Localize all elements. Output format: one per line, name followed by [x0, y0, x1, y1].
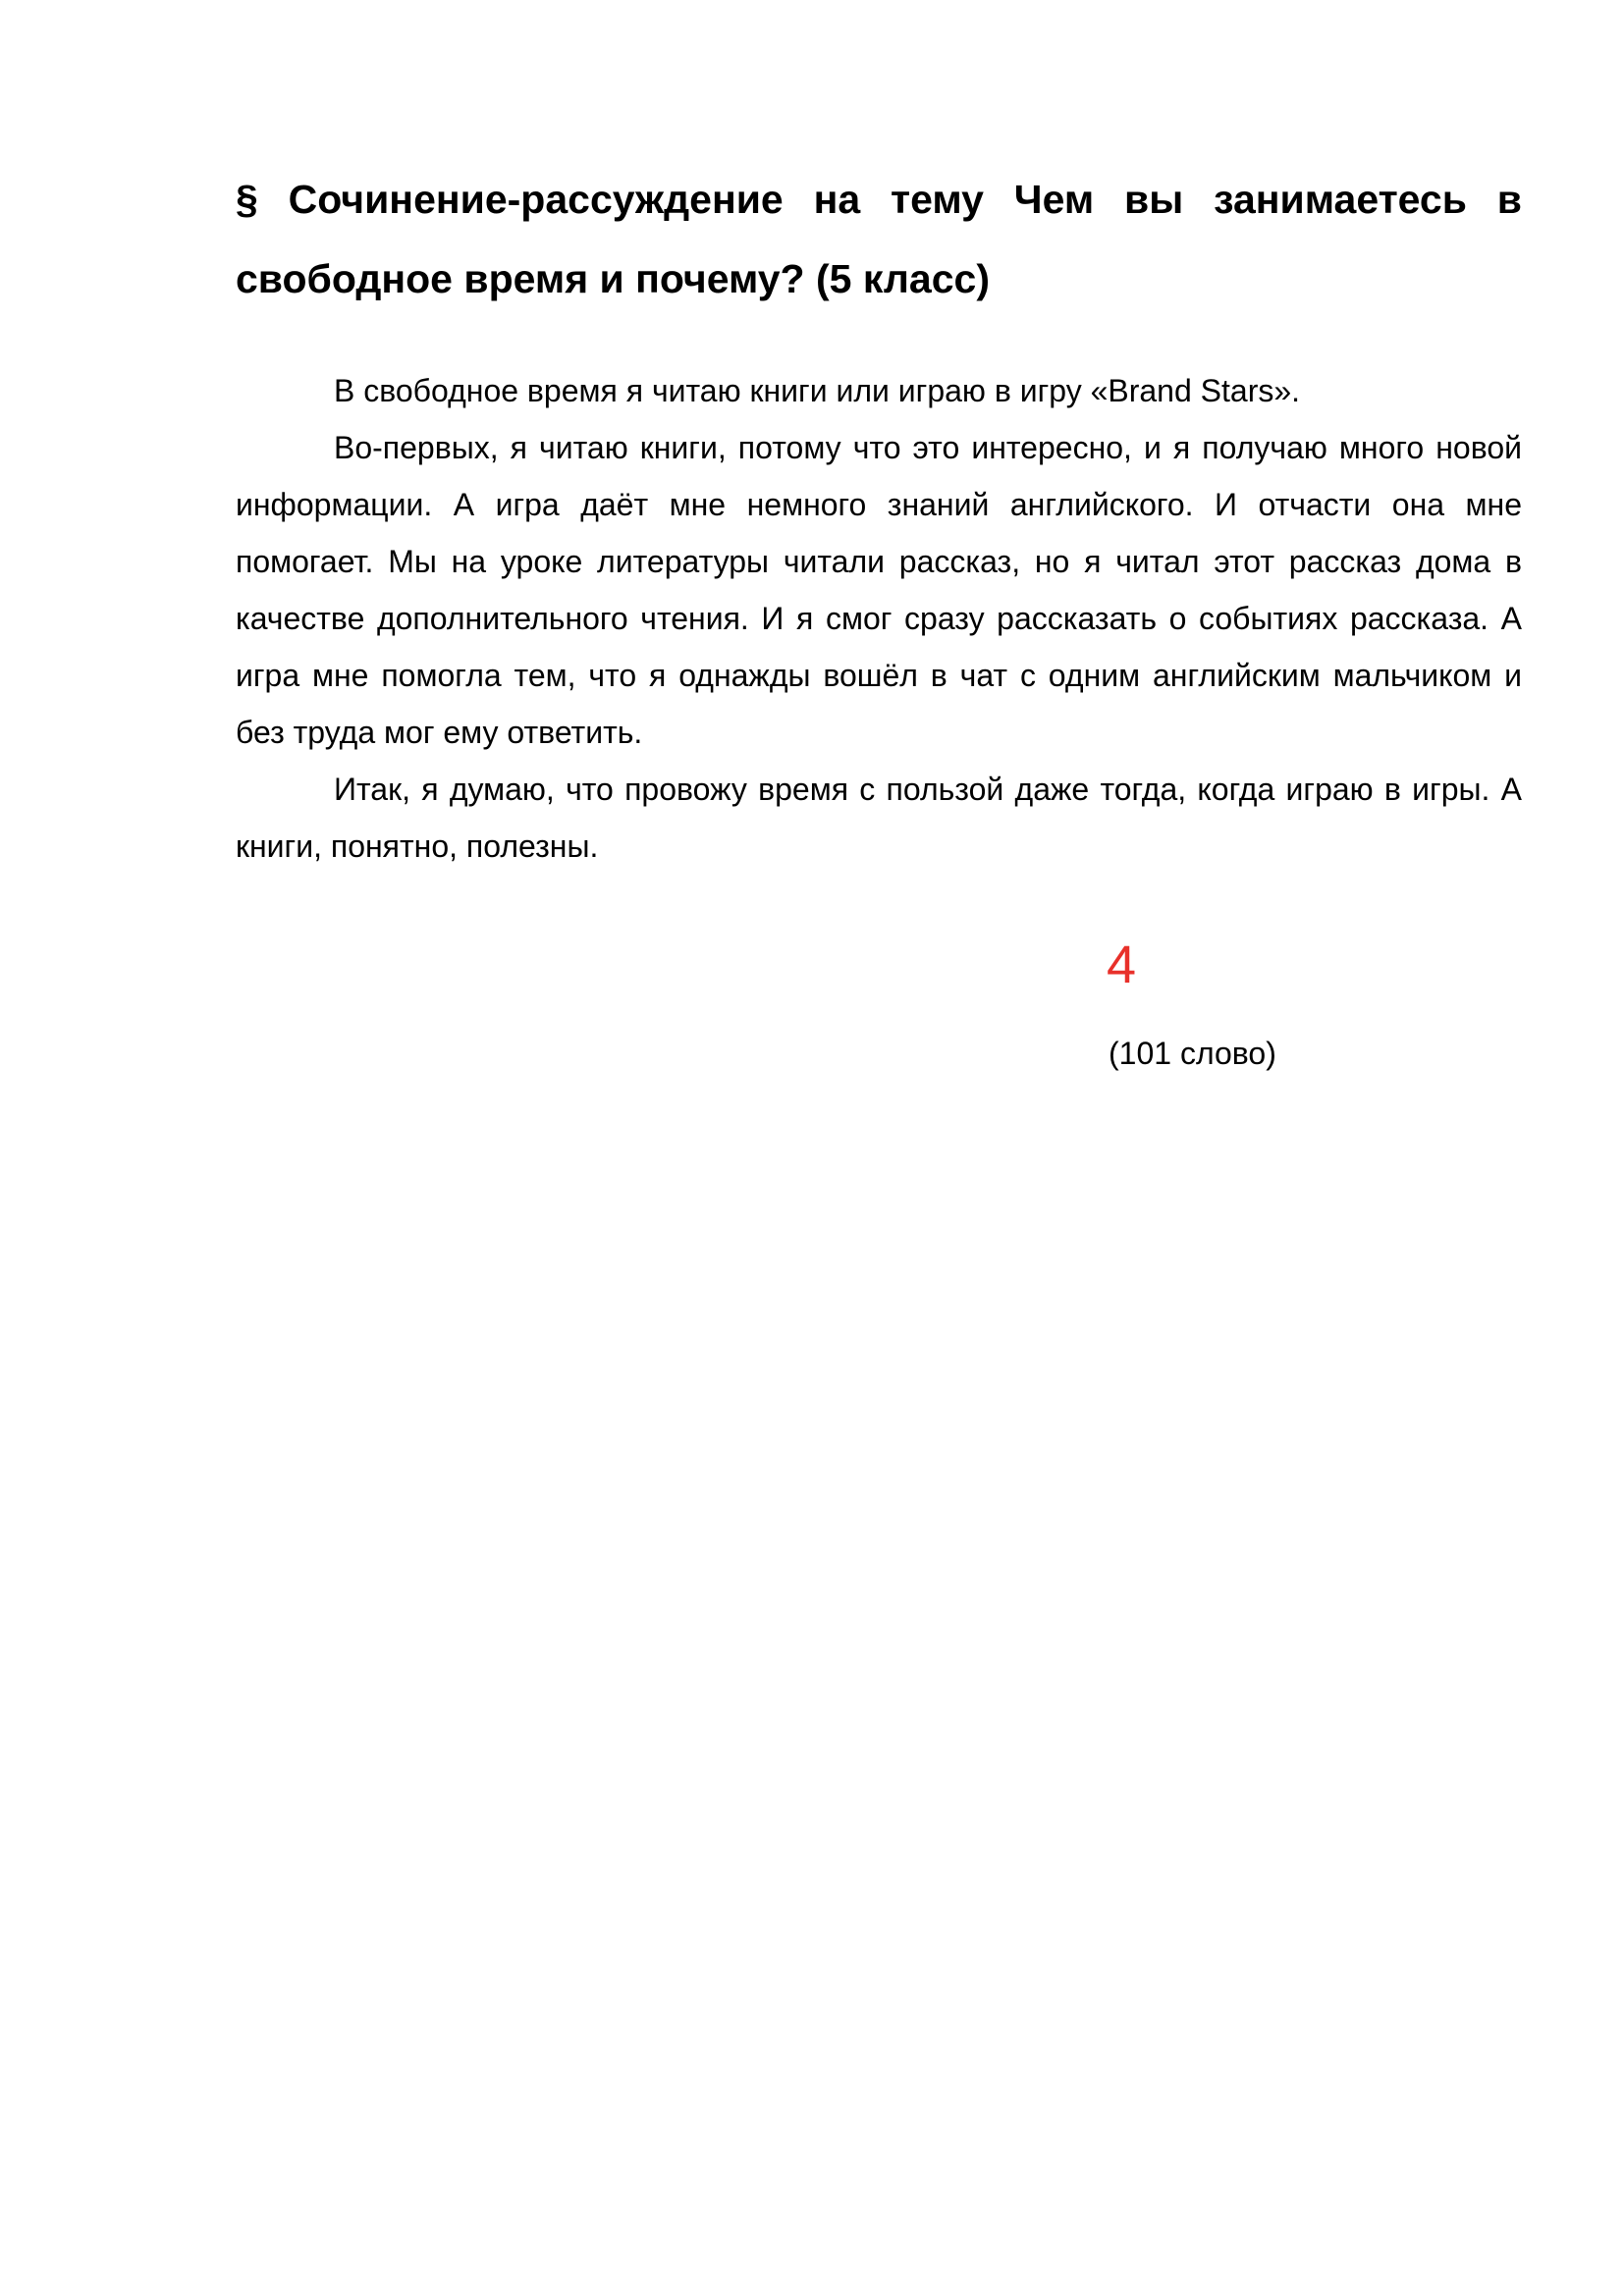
- essay-title: § Сочинение-рассуждение на тему Чем вы занимаетесь в свободное время и почему? (5 класс): [236, 177, 1522, 301]
- essay-body: [236, 362, 1522, 875]
- word-count: (101 слово): [1109, 1036, 1276, 1071]
- paragraph-intro: В свободное время я читаю книги или играю в игру «Brand Stars».: [334, 373, 1301, 408]
- grade-mark: 4: [1107, 935, 1137, 994]
- paragraph-main: Во-первых, я читаю книги, потому что это интересно, и я получаю много новой информации. А игра даёт мне немного знаний английского. И отчасти она мне помогает. Мы на уроке литературы читали рассказ, но я читал этот рассказ дома в качестве дополнительного чтения. И я смог сразу рассказать о событиях рассказа. А игра мне помогла тем, что я однажды вошёл в чат с одним английским мальчиком и без труда мог ему ответить.: [236, 430, 1522, 750]
- paragraph-conclusion: Итак, я думаю, что провожу время с пользой даже тогда, когда играю в игры. А книги, понятно, полезны.: [236, 772, 1522, 864]
